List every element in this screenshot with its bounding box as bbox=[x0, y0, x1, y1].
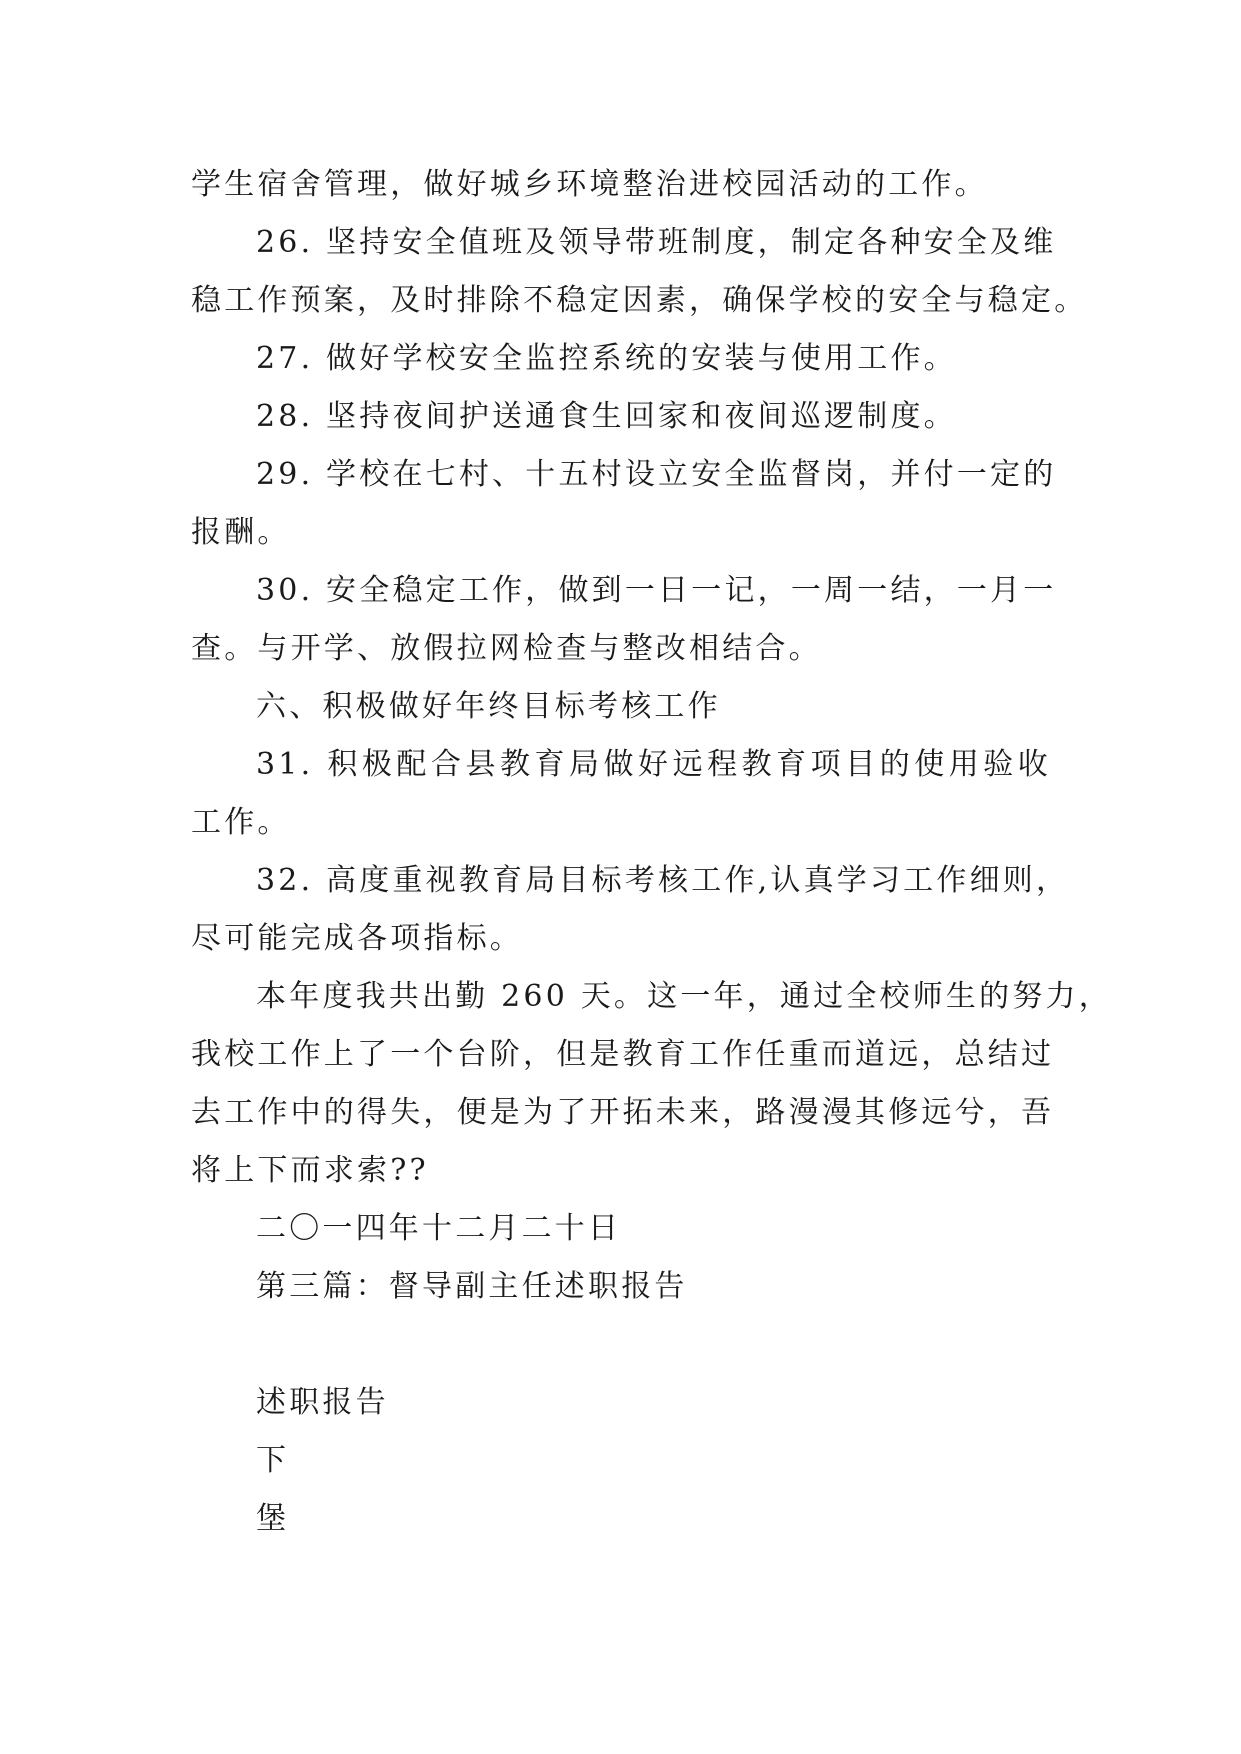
paragraph-line: 学生宿舍管理，做好城乡环境整治进校园活动的工作。 bbox=[191, 167, 988, 202]
section-heading: 六、积极做好年终目标考核工作 bbox=[256, 689, 721, 724]
paragraph-line: 尽可能完成各项指标。 bbox=[191, 921, 523, 956]
paragraph-line: 堡 bbox=[256, 1501, 290, 1536]
paragraph-line: 29. 学校在七村、十五村设立安全监督岗，并付一定的 bbox=[256, 457, 1057, 492]
paragraph-line: 将上下而求索?? bbox=[191, 1153, 429, 1188]
paragraph-line: 27. 做好学校安全监控系统的安装与使用工作。 bbox=[256, 341, 957, 376]
paragraph-line: 稳工作预案，及时排除不稳定因素，确保学校的安全与稳定。 bbox=[191, 283, 1088, 318]
date-line: 二〇一四年十二月二十日 bbox=[256, 1211, 622, 1246]
paragraph-line: 31. 积极配合县教育局做好远程教育项目的使用验收 bbox=[256, 747, 1051, 782]
paragraph-line: 26. 坚持安全值班及领导带班制度，制定各种安全及维 bbox=[256, 225, 1057, 260]
report-heading: 述职报告 bbox=[256, 1385, 389, 1420]
paragraph-line: 查。与开学、放假拉网检查与整改相结合。 bbox=[191, 631, 822, 666]
paragraph-line: 工作。 bbox=[191, 805, 291, 840]
paragraph-line: 30. 安全稳定工作，做到一日一记，一周一结，一月一 bbox=[256, 573, 1057, 608]
paragraph-line: 28. 坚持夜间护送通食生回家和夜间巡逻制度。 bbox=[256, 399, 957, 434]
paragraph-line: 去工作中的得失，便是为了开拓未来，路漫漫其修远兮，吾 bbox=[191, 1095, 1055, 1130]
paragraph-line: 报酬。 bbox=[191, 515, 291, 550]
section-title: 第三篇：督导副主任述职报告 bbox=[256, 1269, 688, 1304]
paragraph-line: 32. 高度重视教育局目标考核工作,认真学习工作细则， bbox=[256, 863, 1070, 898]
paragraph-line: 我校工作上了一个台阶，但是教育工作任重而道远，总结过 bbox=[191, 1037, 1055, 1072]
paragraph-line: 本年度我共出勤 260 天。这一年，通过全校师生的努力， bbox=[256, 979, 1112, 1014]
paragraph-line: 下 bbox=[256, 1443, 290, 1478]
